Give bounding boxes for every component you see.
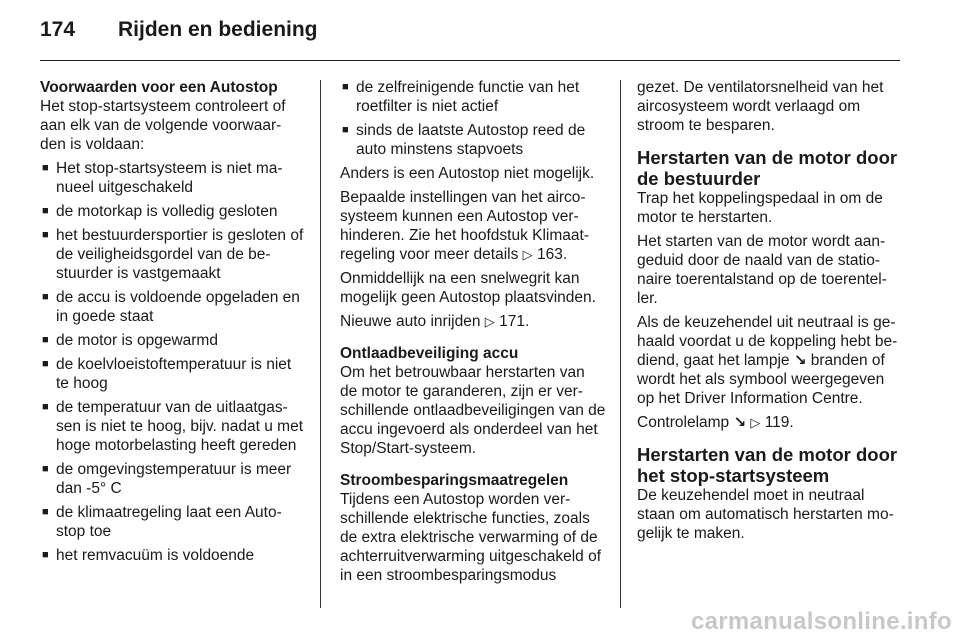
column-divider-2 xyxy=(620,80,621,608)
airco-text: Bepaalde instellingen van het airco-systeem kunnen een Autostop ver-hinderen. Zie het hoofdstuk Klimaat-regeling voor meer details xyxy=(340,189,589,263)
list-item: ■ de omgevingstemperatuur is meer dan -5° C xyxy=(40,460,306,498)
list-item: ■ de motor is opgewarmd xyxy=(40,331,306,350)
page-number: 174 xyxy=(40,18,76,41)
paragraph-power-saving: Tijdens een Autostop worden ver-schillende elektrische functies, zoals de extra elektrische verwarming of de achterruitverwarming uitgeschakeld of in een stroombesparingsmodus xyxy=(340,491,602,584)
list-item: ■ de temperatuur van de uitlaatgas-sen is niet te hoog, bijv. nadat u met hoge motorbelasting heeft gereden xyxy=(40,398,306,455)
list-item: ■ de zelfreinigende functie van het roetfilter is niet actief xyxy=(340,78,606,116)
paragraph-running-in xyxy=(340,312,606,331)
list-item: ■ het bestuurdersportier is gesloten of de veiligheidsgordel van de be-stuurder is vastgemaakt xyxy=(40,226,306,283)
watermark: carmanualsonline.info xyxy=(690,608,952,635)
list-item: ■ de koelvloeistoftemperatuur is niet te hoog xyxy=(40,355,306,393)
section-heading-battery-discharge: Ontlaadbeveiliging accu xyxy=(340,345,519,362)
paragraph-autostop-not-possible: Anders is een Autostop niet mogelijk. xyxy=(340,165,595,182)
conditions-list-continued xyxy=(340,78,606,159)
column-2 xyxy=(340,78,606,590)
list-item: ■ de motorkap is volledig gesloten xyxy=(40,202,306,221)
list-item: ■ Het stop-startsysteem is niet ma-nueel uitgeschakeld xyxy=(40,159,306,197)
paragraph-fan-speed: gezet. De ventilatorsnelheid van het aircosysteem wordt verlaagd om stroom te besparen. xyxy=(637,79,884,134)
section-heading-system-restart: Herstarten van de motor door het stop-startsysteem xyxy=(637,444,898,486)
paragraph-battery-discharge: Om het betrouwbaar herstarten van de motor te garanderen, zijn er ver-schillende ontlaadbeveiligingen van de accu ingevoerd als onderdeel van het Stop/Start-systeem. xyxy=(340,364,606,457)
column-1 xyxy=(40,78,306,570)
section-heading-driver-restart: Herstarten van de motor door de bestuurder xyxy=(637,147,898,189)
conditions-intro: Het stop-startsysteem controleert of aan elk van de volgende voorwaar-den is voldaan: xyxy=(40,98,286,153)
paragraph-tachometer: Het starten van de motor wordt aan-geduid door de naald van de statio-naire toerentalstand op de toerentel-ler. xyxy=(637,233,887,307)
paragraph-clutch: Trap het koppelingspedaal in om de motor te herstarten. xyxy=(637,190,883,226)
page-ref-link[interactable]: 163. xyxy=(536,246,568,263)
list-item: ■ het remvacuüm is voldoende xyxy=(40,546,306,565)
control-lamp-text: Controlelamp xyxy=(637,414,730,431)
page-ref-arrow-icon: ▷ xyxy=(484,314,495,329)
page-ref-link[interactable]: 171. xyxy=(499,313,530,330)
page-header xyxy=(40,18,318,48)
selector-text-b: branden of wordt het als symbool weergegeven op het Driver Information Centre. xyxy=(637,352,885,407)
list-item: ■ de klimaatregeling laat een Auto-stop toe xyxy=(40,503,306,541)
paragraph-highway: Onmiddellijk na een snelwegrit kan mogelijk geen Autostop plaatsvinden. xyxy=(340,270,596,306)
paragraph-airco-settings xyxy=(340,188,606,264)
paragraph-neutral: De keuzehendel moet in neutraal staan om automatisch herstarten mo-gelijk te maken. xyxy=(637,487,894,542)
section-heading-autostop-conditions: Voorwaarden voor een Autostop xyxy=(40,79,278,96)
page-title: Rijden en bediening xyxy=(118,18,318,41)
section-heading-power-saving: Stroombesparingsmaatregelen xyxy=(340,472,569,489)
conditions-list xyxy=(40,159,306,565)
column-divider-1 xyxy=(320,80,321,608)
running-in-text: Nieuwe auto inrijden xyxy=(340,313,481,330)
page-ref-arrow-icon: ▷ xyxy=(750,415,761,430)
page-ref-link[interactable]: 119. xyxy=(764,414,794,431)
list-item: ■ de accu is voldoende opgeladen en in goede staat xyxy=(40,288,306,326)
selector-text-a: Als de keuzehendel uit neutraal is ge-haald voordat u de koppeling hebt be-diend, gaat het lampje xyxy=(637,314,898,369)
paragraph-control-lamp xyxy=(637,413,905,432)
autostop-lamp-icon: ↘ xyxy=(733,414,747,431)
list-item: ■ sinds de laatste Autostop reed de auto minstens stapvoets xyxy=(340,121,606,159)
header-rule xyxy=(40,60,900,61)
autostop-lamp-icon: ↘ xyxy=(793,352,807,369)
column-3 xyxy=(637,78,905,548)
paragraph-selector-lever xyxy=(637,313,905,408)
page-ref-arrow-icon: ▷ xyxy=(522,247,533,262)
